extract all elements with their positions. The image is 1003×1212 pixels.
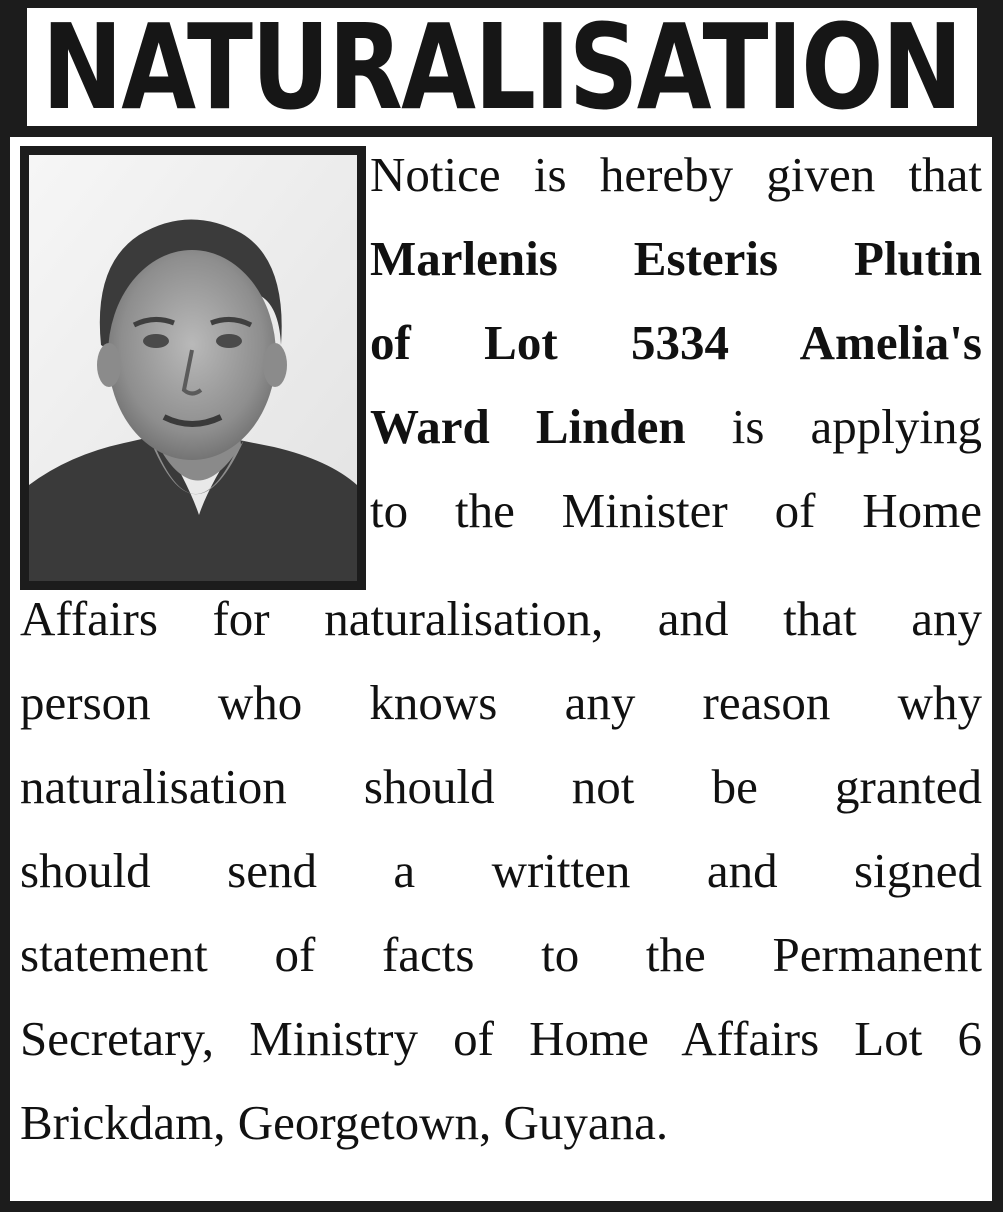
applicant-address-text: Ward Linden (370, 399, 686, 454)
notice-line-text: Secretary, Ministry of Home Affairs Lot 6 (20, 1011, 982, 1066)
portrait-photo-icon (29, 155, 357, 581)
applicant-photo (20, 146, 366, 590)
notice-line-text: statement of facts to the Permanent (20, 927, 982, 982)
applicant-name-text: Marlenis Esteris Plutin (370, 231, 982, 286)
notice-line (20, 997, 982, 1081)
notice-line-text: is applying (685, 399, 982, 454)
notice-line (20, 1081, 982, 1165)
notice-line (370, 385, 982, 469)
applicant-address-text: of Lot 5334 Amelia's (370, 315, 982, 370)
notice-line (370, 469, 982, 553)
notice-line (370, 133, 982, 217)
notice-line (20, 745, 982, 829)
notice-line-text: person who knows any reason why (20, 675, 982, 730)
notice-line-text: Brickdam, Georgetown, Guyana. (20, 1095, 669, 1150)
notice-line-text: naturalisation should not be granted (20, 759, 982, 814)
notice-body-panel (10, 137, 992, 1201)
applicant-name (370, 217, 982, 301)
notice-line-text: Affairs for naturalisation, and that any (20, 591, 982, 646)
notice-line (20, 661, 982, 745)
notice-line (20, 913, 982, 997)
notice-title: NATURALISATION (42, 8, 962, 126)
notice-line-text: to the Minister of Home (370, 483, 982, 538)
notice-line-text: Notice is hereby given that (370, 147, 982, 202)
applicant-address (370, 301, 982, 385)
notice-line (20, 829, 982, 913)
notice-title-banner (27, 8, 977, 126)
notice-line-text: should send a written and signed (20, 843, 982, 898)
notice-line (20, 577, 982, 661)
